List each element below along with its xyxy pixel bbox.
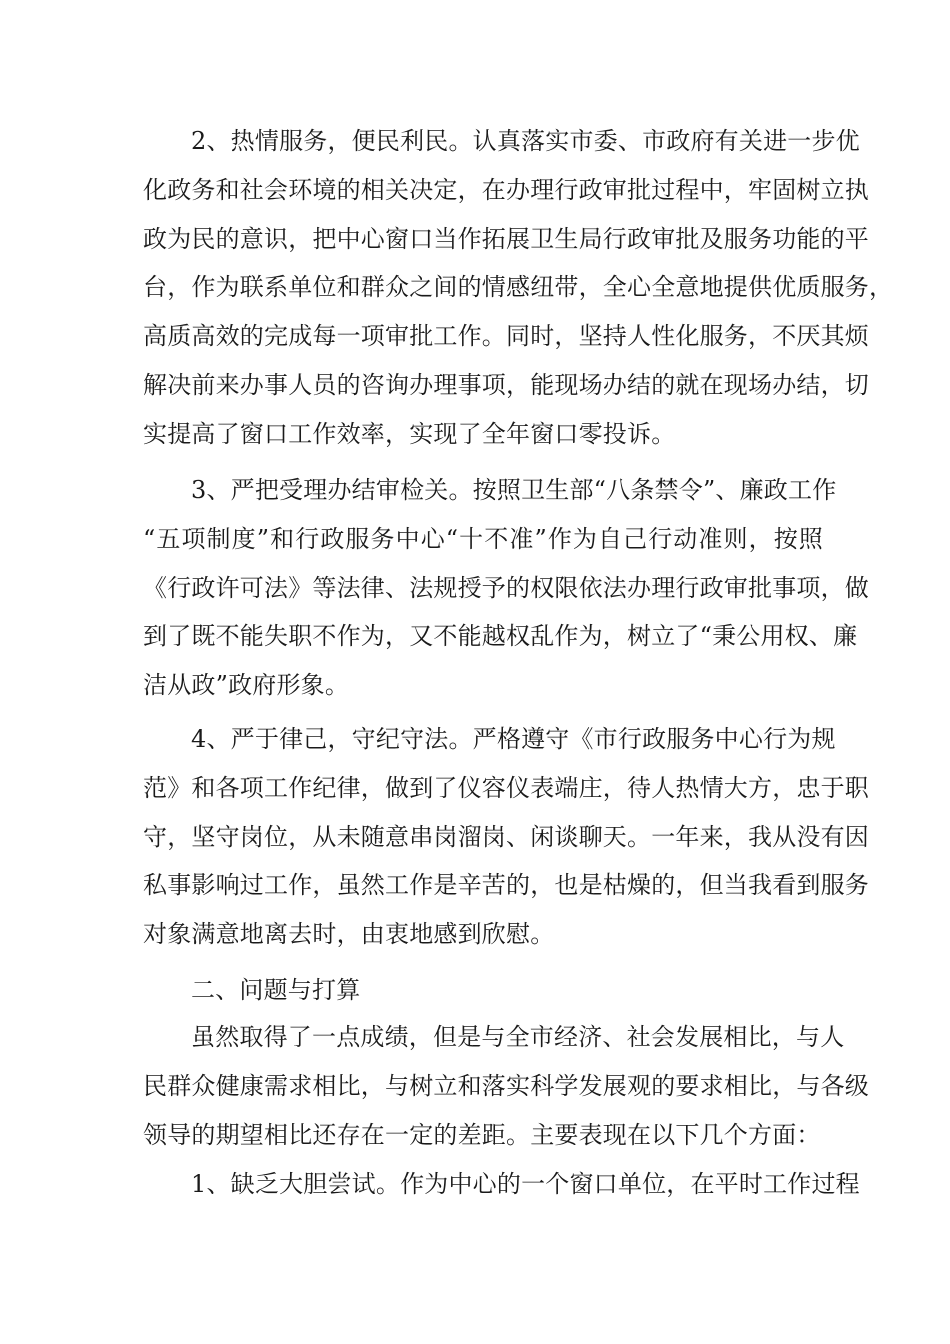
- text-line: 1、缺乏大胆尝试。作为中心的一个窗口单位，在平时工作过程: [191, 1170, 860, 1198]
- text-line: 2、热情服务，便民利民。认真落实市委、市政府有关进一步优: [191, 127, 860, 155]
- text-line: 领导的期望相比还存在一定的差距。主要表现在以下几个方面：: [143, 1120, 821, 1149]
- text-line: “五项制度”和行政服务中心“十不准”作为自己行动准则，按照: [143, 524, 823, 553]
- text-line: 化政务和社会环境的相关决定，在办理行政审批过程中，牢固树立执: [143, 175, 869, 204]
- heading-text: 二、问题与打算: [191, 976, 361, 1004]
- paragraph-review: [143, 466, 869, 710]
- text-line: 实提高了窗口工作效率，实现了全年窗口零投诉。: [143, 419, 676, 448]
- text-line: 3、严把受理办结审检关。按照卫生部“八条禁令”、廉政工作: [191, 476, 837, 504]
- text-line: 范》和各项工作纪律，做到了仪容仪表端庄，待人热情大方，忠于职: [143, 773, 869, 802]
- text-line: 4、严于律己，守纪守法。严格遵守《市行政服务中心行为规: [191, 725, 836, 753]
- paragraph-gap: [143, 1013, 869, 1159]
- text-line: 高质高效的完成每一项审批工作。同时，坚持人性化服务，不厌其烦: [143, 322, 869, 351]
- paragraph-service: [143, 117, 894, 459]
- text-line: 台，作为联系单位和群众之间的情感纽带，全心全意地提供优质服务，: [143, 273, 894, 302]
- text-line: 洁从政”政府形象。: [143, 671, 350, 700]
- text-line: 民群众健康需求相比，与树立和落实科学发展观的要求相比，与各级: [143, 1071, 869, 1100]
- text-line: 到了既不能失职不作为，又不能越权乱作为，树立了“秉公用权、廉: [143, 622, 858, 651]
- paragraph-lack: [143, 1160, 860, 1209]
- text-line: 私事影响过工作，虽然工作是辛苦的，也是枯燥的，但当我看到服务: [143, 871, 869, 900]
- text-line: 《行政许可法》等法律、法规授予的权限依法办理行政审批事项，做: [143, 573, 869, 602]
- text-line: 守，坚守岗位，从未随意串岗溜岗、闲谈聊天。一年来，我从没有因: [143, 822, 869, 851]
- text-line: 虽然取得了一点成绩，但是与全市经济、社会发展相比，与人: [191, 1023, 845, 1051]
- section-heading: [143, 966, 823, 1015]
- text-line: 对象满意地离去时，由衷地感到欣慰。: [143, 920, 555, 949]
- paragraph-discipline: [143, 715, 869, 959]
- text-line: 政为民的意识，把中心窗口当作拓展卫生局行政审批及服务功能的平: [143, 224, 869, 253]
- text-line: 解决前来办事人员的咨询办理事项，能现场办结的就在现场办结，切: [143, 370, 869, 399]
